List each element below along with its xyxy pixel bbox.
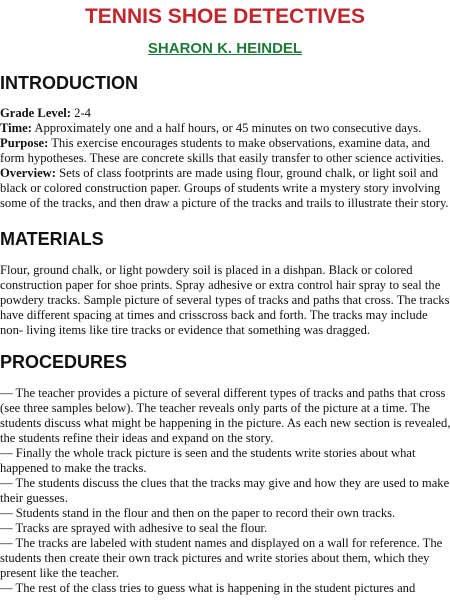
procedure-line: students then create their own track pictures and write stories about them, which they — [0, 551, 430, 565]
overview-label: Overview: — [0, 166, 56, 180]
procedure-line: their guesses. — [0, 491, 68, 505]
purpose-text-1: This exercise encourages students to make observations, examine data, and — [48, 136, 430, 150]
author-link[interactable]: SHARON K. HEINDEL — [147, 40, 303, 57]
materials-heading: MATERIALS — [0, 229, 104, 249]
materials-line: have different spacing at times and crisscross back and forth. The tracks may include — [0, 308, 428, 322]
procedure-line: — The teacher provides a picture of several different types of tracks and paths that cross — [0, 386, 446, 400]
introduction-details — [0, 106, 450, 211]
procedures-heading: PROCEDURES — [0, 352, 128, 372]
purpose-line-2: form hypotheses. These are concrete skills that easily transfer to other science activities. — [0, 151, 444, 165]
purpose-label: Purpose: — [0, 136, 49, 150]
time-line — [0, 121, 450, 136]
overview-text-1: Sets of class footprints are made using flour, ground chalk, or light soil and — [55, 166, 439, 180]
procedure-line: (see three samples below). The teacher reveals only parts of the picture at a time. The — [0, 401, 430, 415]
introduction-heading: INTRODUCTION — [0, 73, 138, 93]
procedure-line: the students refine their ideas and expand on the story. — [0, 431, 274, 445]
procedure-line: — The students discuss the clues that the tracks may give and how they are used to make — [0, 476, 450, 490]
procedure-line: present like the teacher. — [0, 566, 119, 580]
procedures-paragraph — [0, 386, 450, 596]
grade-level-value: 2-4 — [71, 106, 91, 120]
procedure-line: happened to make the tracks. — [0, 461, 147, 475]
materials-line: non- living items like tire tracks or evidence that something was dragged. — [0, 323, 371, 337]
document-title: TENNIS SHOE DETECTIVES — [84, 5, 366, 28]
overview-line-2: black or colored construction paper. Groups of students write a mystery story involving — [0, 181, 441, 195]
procedure-line: — Students stand in the flour and then on the paper to record their own tracks. — [0, 506, 396, 520]
procedure-line: students discuss what might be happening in the picture. As each new section is revealed, — [0, 416, 450, 430]
grade-level-label: Grade Level: — [0, 106, 71, 120]
time-value: Approximately one and a half hours, or 45 minutes on two consecutive days. — [31, 121, 422, 135]
grade-level-line — [0, 106, 450, 121]
materials-line: construction paper for shoe prints. Spray adhesive or extra control hair spray to seal the — [0, 278, 441, 292]
procedure-line: — The rest of the class tries to guess what is happening in the student pictures and — [0, 581, 416, 595]
procedure-line: — Tracks are sprayed with adhesive to seal the flour. — [0, 521, 268, 535]
overview-line-3: some of the tracks, and then draw a picture of the tracks and trails to illustrate their story. — [0, 196, 449, 210]
materials-line: Flour, ground chalk, or light powdery soil is placed in a dishpan. Black or colored — [0, 263, 413, 277]
time-label: Time: — [0, 121, 32, 135]
overview-line-1 — [0, 166, 450, 181]
procedure-line: — Finally the whole track picture is seen and the students write stories about what — [0, 446, 416, 460]
procedure-line: — The tracks are labeled with student names and displayed on a wall for reference. The — [0, 536, 443, 550]
materials-paragraph — [0, 263, 450, 338]
purpose-line-1 — [0, 136, 450, 151]
materials-line: powdery tracks. Sample picture of several types of tracks and paths that cross. The tracks — [0, 293, 450, 307]
